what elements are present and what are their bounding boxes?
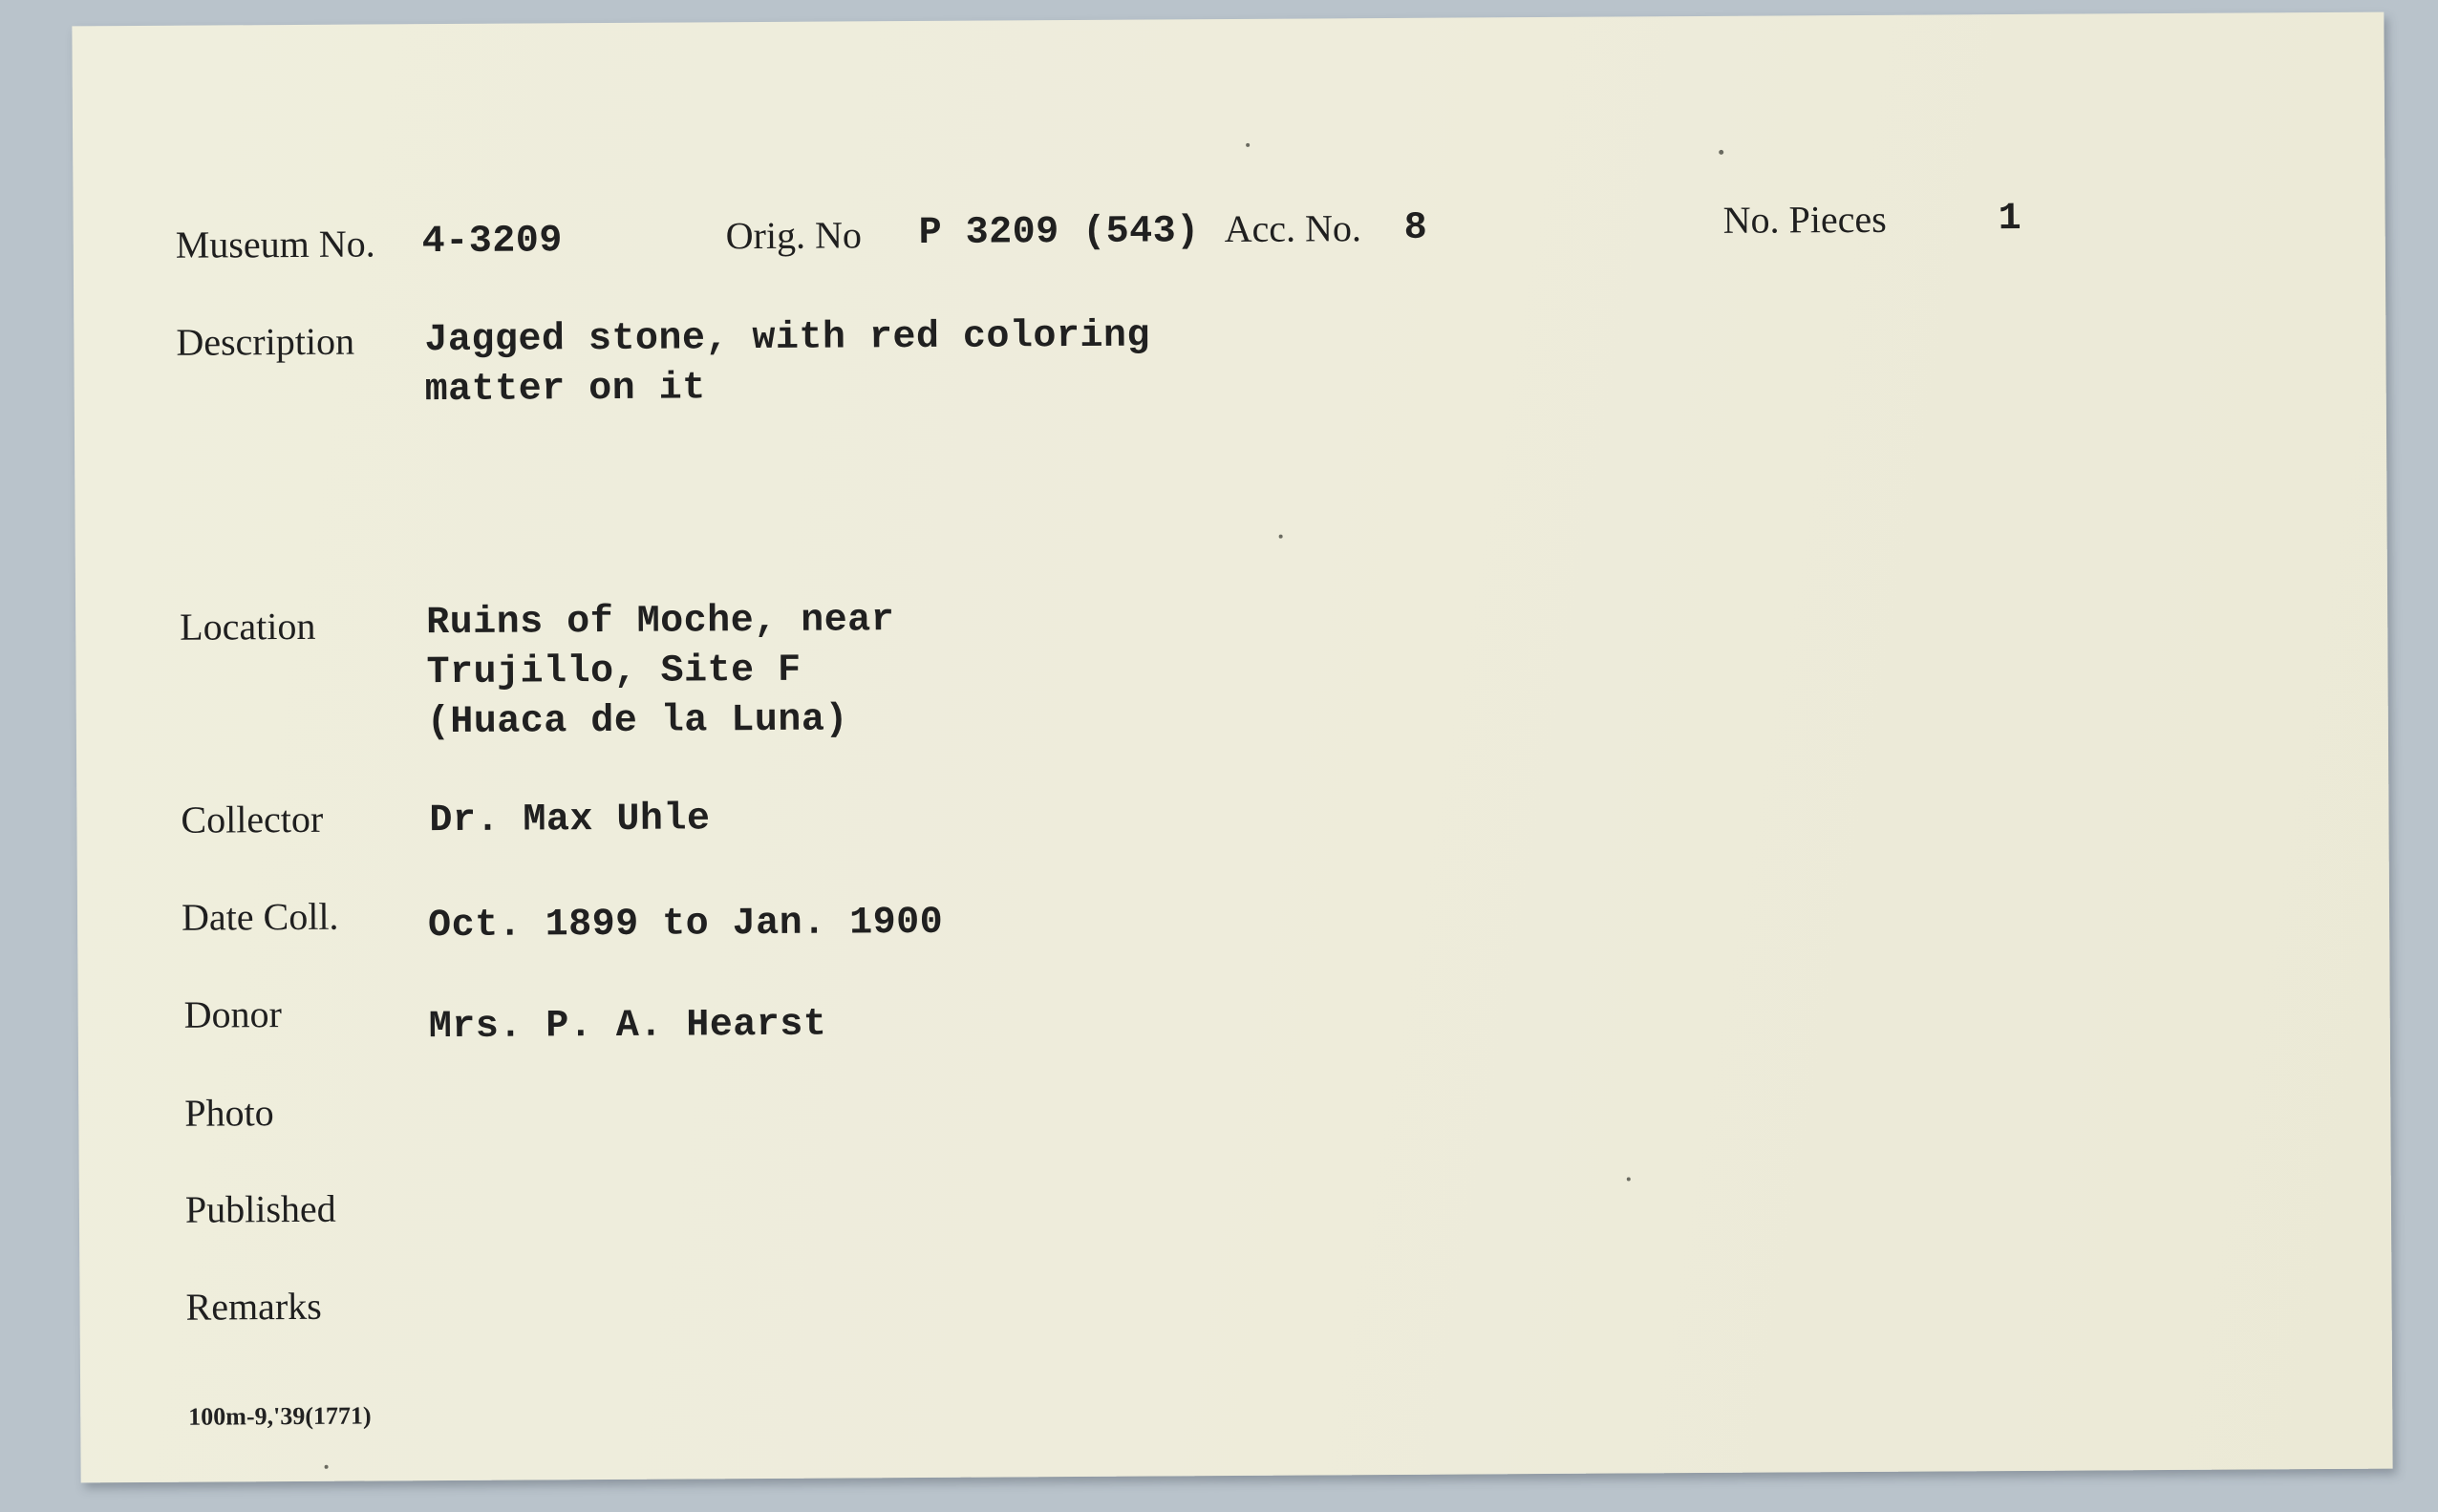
description-label: Description	[176, 319, 355, 364]
location-label: Location	[180, 604, 316, 649]
catalog-card	[72, 12, 2392, 1483]
photo-label: Photo	[184, 1091, 274, 1135]
location-value	[426, 596, 895, 748]
speck	[325, 1465, 329, 1469]
museum-no-label: Museum No.	[175, 222, 375, 266]
description-value	[424, 312, 1150, 416]
museum-no-value: 4-3209	[421, 220, 563, 265]
orig-no-label: Orig. No	[725, 213, 863, 258]
location-line: (Huaca de la Luna)	[426, 698, 849, 745]
speck	[1246, 143, 1250, 147]
form-code: 100m-9,'39(1771)	[188, 1401, 372, 1431]
published-label: Published	[184, 1186, 336, 1231]
description-line: matter on it	[424, 367, 706, 413]
location-line: Trujillo, Site F	[426, 649, 802, 695]
orig-no-value: P 3209 (543)	[918, 210, 1200, 255]
donor-value: Mrs. P. A. Hearst	[428, 1003, 827, 1050]
collector-label: Collector	[181, 797, 324, 841]
date-coll-value: Oct. 1899 to Jan. 1900	[427, 901, 944, 948]
donor-label: Donor	[183, 992, 283, 1036]
no-pieces-value: 1	[1998, 197, 2022, 242]
no-pieces-label: No. Pieces	[1722, 197, 1887, 242]
collector-value: Dr. Max Uhle	[429, 798, 711, 843]
remarks-label: Remarks	[185, 1284, 322, 1329]
speck	[1279, 535, 1283, 539]
location-line: Ruins of Moche, near	[426, 599, 895, 646]
date-coll-label: Date Coll.	[181, 894, 339, 939]
description-line: Jagged stone, with red coloring	[424, 314, 1151, 363]
speck	[1719, 150, 1723, 155]
acc-no-value: 8	[1403, 206, 1428, 250]
speck	[1627, 1177, 1631, 1181]
acc-no-label: Acc. No.	[1224, 206, 1362, 251]
